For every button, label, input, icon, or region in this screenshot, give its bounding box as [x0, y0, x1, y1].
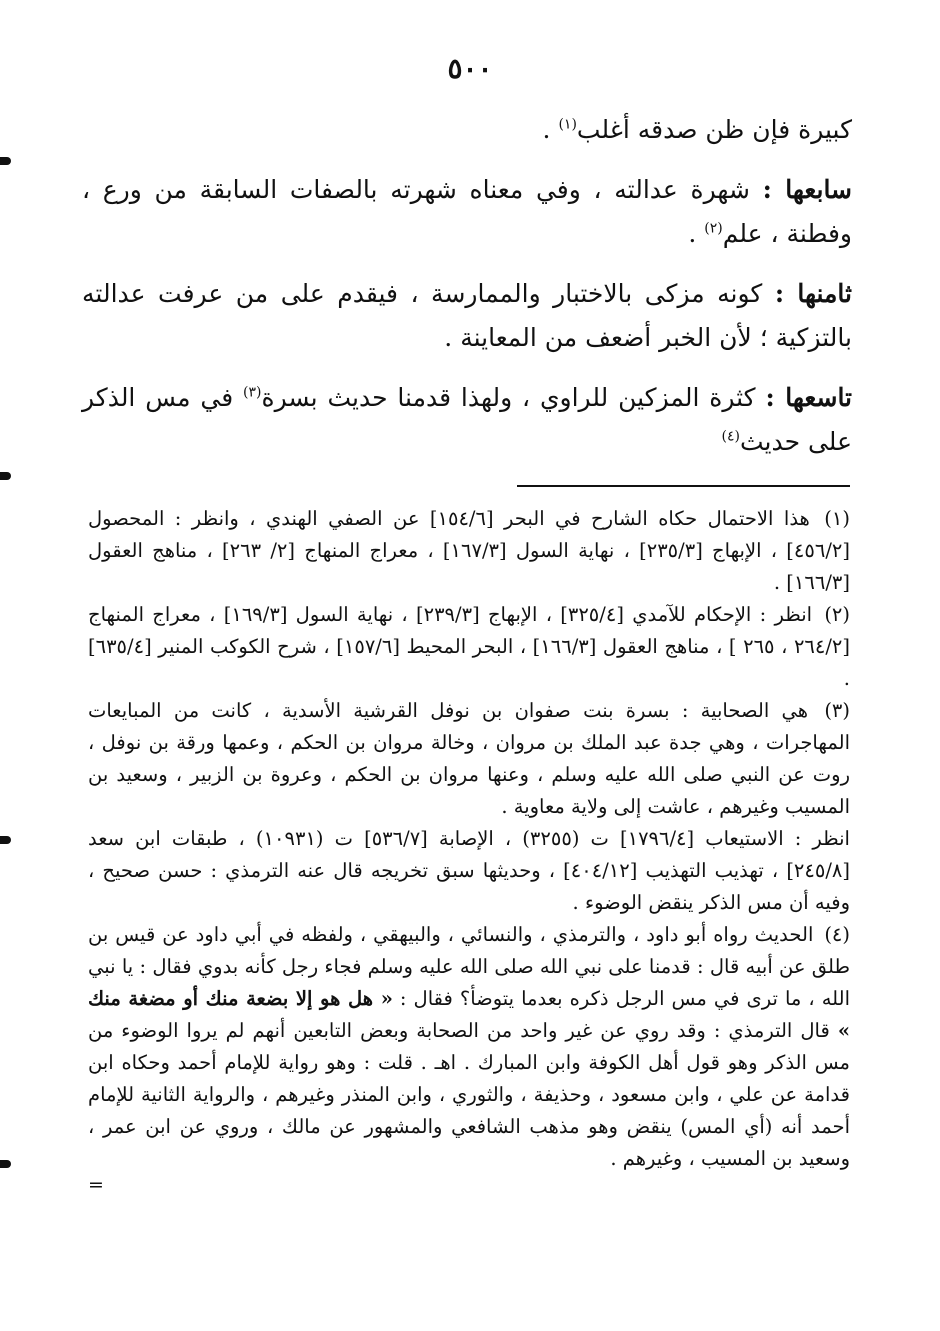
page-number: ٥٠٠	[447, 52, 493, 85]
footnotes	[88, 503, 850, 1195]
footnote-ref[interactable]: (٢)	[704, 220, 723, 237]
paragraph-1	[82, 108, 852, 152]
footnote-text: انظر : الاستيعاب [١٧٩٦/٤] ت (٣٢٥٥) ، الإصابة [٥٣٦/٧] ت (١٠٩٣١) ، طبقات ابن سعد [٢٤٥/٨] ، تهذيب التهذيب [٤٠٤/١٢] ، وحديثها سبق تخريجه قال عنه الترمذي : حسن صحيح ، وفيه أن مس الذكر ينقض الوضوء .	[88, 827, 850, 914]
margin-mark	[0, 157, 11, 165]
footnote-text: الحديث رواه أبو داود ، والترمذي ، والنسائي ، والبيهقي ، ولفظه في أبي داود عن قيس بن طلق عن أبيه قال : قدمنا على نبي الله صلى الله عليه وسلم فجاء رجل كأنه بدوي فقال : يا نبي الله ، ما ترى في مس الرجل ذكره بعدما يتوضأ؟ فقال :	[88, 923, 850, 1010]
paragraph-text: كثرة المزكين للراوي ، ولهذا قدمنا حديث بسرة	[261, 383, 766, 412]
footnote-number: (٢)	[824, 603, 851, 626]
footnote-number: (٤)	[824, 923, 851, 946]
hadith-quote: « هل هو إلا بضعة منك أو مضغة منك »	[88, 987, 850, 1042]
footnote-text: انظر : الإحكام للآمدي [٣٢٥/٤] ، الإبهاج [٢٣٩/٣] ، نهاية السول [١٦٩/٣] ، معراج المنهاج [٢٦٤/٢ ، ٢٦٥ ] ، مناهج العقول [١٦٦/٣] ، البحر المحيط [١٥٧/٦] ، شرح الكوكب المنير [٦٣٥/٤] .	[88, 603, 851, 690]
main-text	[82, 108, 852, 480]
term-heading: سابعها :	[762, 175, 853, 204]
paragraph-eighth	[82, 272, 852, 360]
footnote-text: هذا الاحتمال حكاه الشارح في البحر [١٥٤/٦] عن الصفي الهندي ، وانظر : المحصول [٤٥٦/٢] ، الإبهاج [٢٣٥/٣] ، نهاية السول [١٦٧/٣] ، معراج المنهاج [٢/ ٢٦٣] ، مناهج العقول [١٦٦/٣] .	[88, 507, 850, 594]
paragraph-text: كبيرة فإن ظن صدقه أغلب	[576, 115, 852, 144]
paragraph-tail: .	[542, 115, 559, 144]
paragraph-tail: .	[688, 219, 705, 248]
footnote-text: هي الصحابية : بسرة بنت صفوان بن نوفل القرشية الأسدية ، كانت من المبايعات المهاجرات ، وهي جدة عبد الملك بن مروان ، وخالة مروان بن الحكم ، وعمها ورقة بن نوفل ، روت عن النبي صلى الله عليه وسلم ، وعنها مروان بن الحكم ، وعروة بن الزبير ، وسعيد بن المسيب وغيرهم ، عاشت إلى ولاية معاوية .	[88, 699, 850, 818]
paragraph-text: كونه مزكى بالاختبار والممارسة ، فيقدم على من عرفت عدالته بالتزكية ؛ لأن الخبر أضعف من المعاينة .	[82, 279, 852, 352]
footnote-number: (٣)	[824, 699, 851, 722]
footnote-ref[interactable]: (١)	[558, 116, 577, 133]
paragraph-seventh	[82, 168, 852, 256]
footnote-1	[88, 503, 850, 599]
margin-mark	[0, 836, 11, 844]
footnote-divider	[517, 485, 850, 487]
term-heading: ثامنها :	[774, 279, 852, 308]
margin-mark	[0, 1160, 11, 1168]
paragraph-text: شهرة عدالته ، وفي معناه شهرته بالصفات السابقة من ورع ، وفطنة ، علم	[82, 175, 852, 248]
margin-mark	[0, 472, 11, 480]
footnote-text: قال الترمذي : وقد روي عن غير واحد من الصحابة وبعض التابعين أنهم لم يروا الوضوء من مس الذكر وهو قول أهل الكوفة وابن المبارك . اهـ . قلت : وهو رواية للإمام أحمد وحكاه ابن قدامة عن علي ، وابن مسعود ، وحذيفة ، والثوري ، وابن المنذر وغيرهم ، والرواية الثانية للإمام أحمد أنه (أي المس) ينقض وهو مذهب الشافعي والمشهور عن مالك ، وروي عن ابن عمر ، وسعيد بن المسيب ، وغيرهم .	[88, 1019, 850, 1170]
footnote-2	[88, 599, 850, 695]
paragraph-text: في مس الذكر على حديث	[82, 383, 852, 456]
footnote-3	[88, 695, 850, 823]
footnote-ref[interactable]: (٤)	[721, 428, 740, 445]
footnote-4	[88, 919, 850, 1175]
term-heading: تاسعها :	[765, 383, 853, 412]
footnote-number: (١)	[824, 507, 850, 530]
footnote-3-sources	[88, 823, 850, 919]
footnote-ref[interactable]: (٣)	[243, 384, 262, 401]
paragraph-ninth	[82, 376, 852, 464]
continuation-mark: =	[88, 1174, 104, 1196]
